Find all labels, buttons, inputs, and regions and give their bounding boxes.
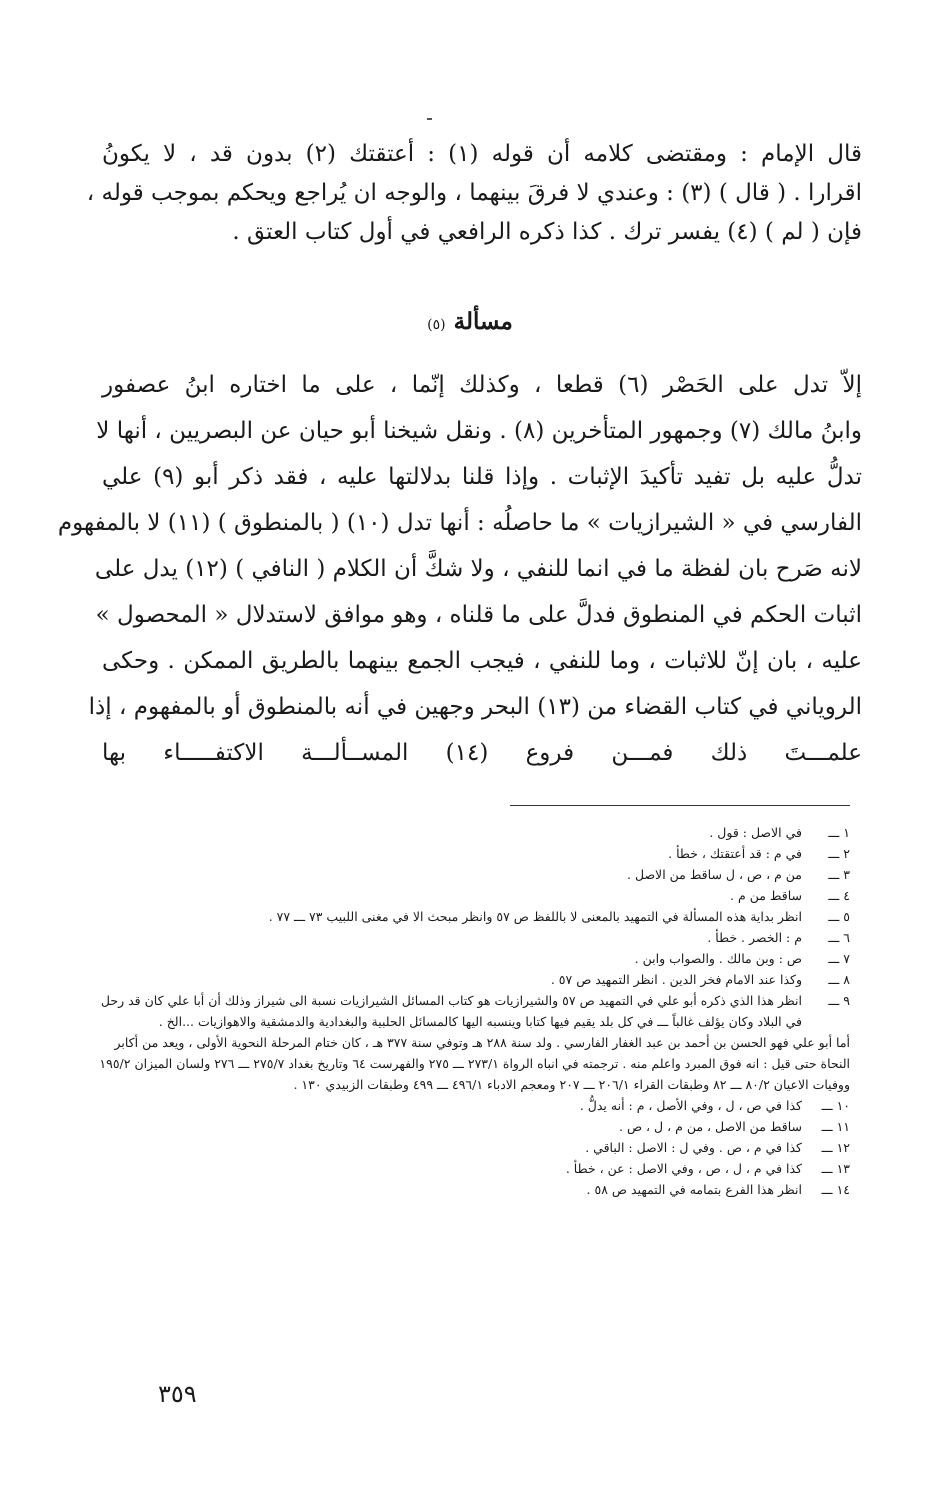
heading-footnote-ref: (٥)	[427, 317, 446, 333]
footnote-12	[90, 1137, 850, 1158]
footnote-number: ٦ ـــ	[828, 930, 850, 945]
footnote-7	[90, 948, 850, 969]
section-heading	[0, 308, 940, 335]
footnote-text: انظر بداية هذه المسألة في التمهيد بالمعنى لا باللفظ ص ٥٧ وانظر مبحث الا في مغنى اللبيب ٧٣ ـــ ٧٧ .	[268, 909, 802, 924]
footnote-number: ٣ ـــ	[828, 867, 850, 882]
footnote-number: ٢ ـــ	[828, 846, 850, 861]
footnote-text: ساقط من م .	[730, 888, 802, 903]
footnote-5	[90, 906, 850, 927]
footnote-text: انظر هذا الفرع بتمامه في التمهيد ص ٥٨ .	[586, 1182, 802, 1197]
footnote-1	[90, 822, 850, 843]
footnote-text: وكذا عند الامام فخر الدين . انظر التمهيد ص ٥٧ .	[550, 972, 802, 987]
paragraph-2	[57, 362, 862, 776]
footnote-text: انظر هذا الذي ذكره أبو علي في التمهيد ص ٥٧ والشيرازيات هو كتاب المسائل الشيرازيات نسبة الى شيراز وذلك أن أبا علي كان قد رحل في البلاد وكان يؤلف غالباً ـــ في كل بلد يقيم فيها كتابا وينسبه اليها كالمسائل الحلبية والبغدادية والدمشقية والاهوازيات ...الخ .	[100, 993, 802, 1029]
footnote-9	[90, 990, 850, 1032]
paragraph-1	[86, 135, 862, 252]
footnote-6	[90, 927, 850, 948]
footnote-text: كذا في م ، ل ، ص ، وفي الاصل : عن ، خطأ .	[565, 1161, 802, 1176]
footnote-13	[90, 1158, 850, 1179]
footnote-text: كذا في م ، ص . وفي ل : الاصل : الباقي .	[585, 1140, 802, 1155]
footnote-number: ١٠ ـــ	[821, 1098, 850, 1113]
footnote-text: ص : وبن مالك . والصواب وابن .	[634, 951, 802, 966]
footnote-14	[90, 1179, 850, 1200]
footnote-number: ١٤ ـــ	[821, 1182, 850, 1197]
footnote-number: ٧ ـــ	[828, 951, 850, 966]
printing-mark	[427, 118, 432, 120]
footnote-text: في م : قد أعتقتك ، خطأ .	[668, 846, 802, 861]
text-line: لانه صَرح بان لفظة ما في انما للنفي ، ولا شكَّ أن الكلام ( النافي ) (١٢) يدل على	[94, 556, 862, 582]
text-line: الروياني في كتاب القضاء من (١٣) البحر وجهين في أنه بالمنطوق أو بالمفهوم ، إذا	[88, 694, 862, 720]
page-number: ٣٥٩	[158, 1380, 197, 1408]
footnote-number: ٥ ـــ	[828, 909, 850, 924]
heading-title: مسألة	[453, 308, 513, 335]
footnote-number: ١١ ـــ	[821, 1119, 850, 1134]
text-line: فإن ( لم ) (٤) يفسر ترك . كذا ذكره الرافعي في أول كتاب العتق .	[232, 219, 862, 245]
footnote-text: في الاصل : قول .	[709, 825, 802, 840]
text-line: قال الإمام : ومقتضى كلامه أن قوله (١) : أعتقتك (٢) بدون قد ، لا يكونُ	[102, 141, 862, 167]
footnote-2	[90, 843, 850, 864]
footnote-8	[90, 969, 850, 990]
footnote-separator	[510, 805, 850, 806]
footnote-number: ١٢ ـــ	[821, 1140, 850, 1155]
footnotes	[90, 822, 850, 1200]
footnote-3	[90, 864, 850, 885]
footnote-number: ١ ـــ	[828, 825, 850, 840]
footnote-number: ٤ ـــ	[828, 888, 850, 903]
text-line: تدلُّ عليه بل تفيد تأكيدَ الإثبات . وإذا قلنا بدلالتها عليه ، فقد ذكر أبو (٩) علي	[102, 464, 862, 490]
footnote-text: م : الخصر . خطأ .	[707, 930, 802, 945]
text-line: وابنُ مالك (٧) وجمهور المتأخرين (٨) . ونقل شيخنا أبو حيان عن البصريين ، أنها لا	[96, 418, 862, 444]
text-line: عليه ، بان إنّ للاثبات ، وما للنفي ، فيجب الجمع بينهما بالطريق الممكن . وحكى	[102, 648, 862, 674]
footnote-number: ٨ ـــ	[828, 972, 850, 987]
text-line: اقرارا . ( قال ) (٣) : وعندي لا فرقَ بينهما ، والوجه ان يُراجع ويحكم بموجب قوله ،	[86, 180, 862, 206]
footnote-text: ساقط من الاصل ، من م ، ل ، ص .	[619, 1119, 802, 1134]
footnote-text: أما أبو علي فهو الحسن بن أحمد بن عبد الغفار الفارسي . ولد سنة ٢٨٨ هـ وتوفي سنة ٣٧٧ هـ ، كان ختام المرحلة النحوية الأولى ، ويعد من أكابر النحاة حتى قيل : انه فوق المبرد واعلم منه . ترجمته في انباه الرواة ٢٧٣/١ ـــ ٢٧٥ والفهرست ٦٤ وتاريخ بغداد ٢٧٥/٧ ـــ ٢٧٦ ولسان الميزان ١٩٥/٢ ووفيات الاعيان ٨٠/٢ ـــ ٨٢ وطبقات القراء ٢٠٦/١ ـــ ٢٠٧ ومعجم الادباء ٤٩٦/١ ـــ ٤٩٩ وطبقات الزبيدي ١٣٠ .	[99, 1035, 850, 1092]
footnote-text: كذا في ص ، ل ، وفي الأصل ، م : أنه يدلُّ .	[579, 1098, 802, 1113]
text-line: إلاّ تدل على الحَصْر (٦) قطعا ، وكذلك إنّما ، على ما اختاره ابنُ عصفور	[102, 372, 862, 398]
footnote-11	[90, 1116, 850, 1137]
text-line: اثبات الحكم في المنطوق فدلَّ على ما قلناه ، وهو موافق لاستدلال « المحصول »	[95, 602, 862, 628]
footnote-number: ٩ ـــ	[828, 993, 850, 1008]
footnote-number: ١٣ ـــ	[821, 1161, 850, 1176]
text-line: علمـــتَ ذلك فمـــن فروع (١٤) المســألـــة الاكتفـــــاء بها	[102, 740, 862, 766]
text-line: الفارسي في « الشيرازيات » ما حاصلُه : أنها تدل (١٠) ( بالمنطوق ) (١١) لا بالمفهوم	[57, 510, 862, 536]
footnote-4	[90, 885, 850, 906]
footnote-text: من م ، ص ، ل ساقط من الاصل .	[627, 867, 802, 882]
footnote-9-continued	[90, 1032, 850, 1095]
footnote-10	[90, 1095, 850, 1116]
